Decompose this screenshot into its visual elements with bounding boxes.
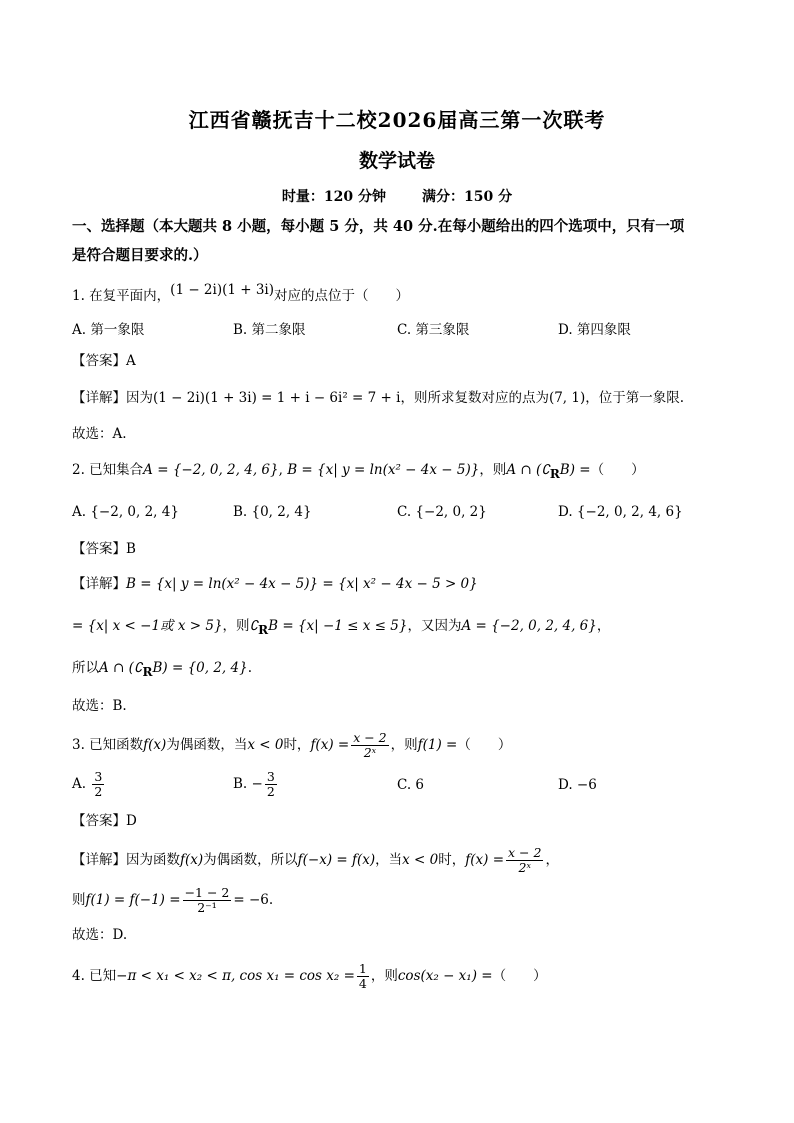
q3-fdef: f(x) = — [310, 737, 350, 753]
q2-mid: ，则 — [479, 462, 507, 478]
q2-option-a: A. {−2, 0, 2, 4} — [72, 504, 179, 520]
q1-detail-point: (7, 1) — [548, 390, 586, 406]
q3-detail-fx: f(x) — [180, 852, 204, 868]
q2-detail-res-a: A ∩ (∁ — [99, 660, 143, 676]
q2-suffix: （ ） — [590, 462, 645, 478]
q3-t1: 为偶函数，当 — [166, 737, 248, 753]
q1-suffix: 对应的点位于（ ） — [274, 288, 410, 304]
q1-detail-label: 【详解】 — [72, 390, 126, 406]
q2-option-b: B. {0, 2, 4} — [233, 504, 312, 520]
q3-fraction — [351, 731, 388, 760]
q3-cond: x < 0 — [247, 737, 284, 753]
q3-option-b-label: B. − — [233, 776, 263, 792]
q3-option-a-label: A. — [72, 776, 87, 792]
q2-set-a: A = {−2, 0, 2, 4, 6} — [143, 462, 279, 478]
q4-cond: −π < x₁ < x₂ < π, cos x₁ = cos x₂ = — [116, 968, 355, 984]
q3-calc1: f(1) = f(−1) = — [85, 892, 181, 908]
q3-detail-d5: ， — [545, 852, 559, 868]
q3-option-d: D. −6 — [558, 777, 597, 793]
q3-calc-frac — [183, 886, 232, 915]
q2-option-d: D. {−2, 0, 2, 4, 6} — [558, 504, 683, 520]
q1-option-c: C. 第三象限 — [397, 322, 470, 338]
q3-prefix: 3. 已知函数 — [72, 737, 144, 753]
q3-option-c: C. 6 — [397, 777, 425, 793]
section-heading: 一、选择题（本大题共 8 小题，每小题 5 分，共 40 分.在每小题给出的四个选项中，只有一项 — [72, 218, 685, 235]
q3-conclusion: 故选：D. — [72, 927, 128, 943]
exam-info — [0, 186, 794, 206]
q3-answer: 【答案】D — [72, 813, 137, 829]
q1-option-a: A. 第一象限 — [72, 322, 145, 338]
q2-set-b: B = {x| y = ln(x² − 4x − 5)} — [287, 462, 480, 478]
q4-expr: cos(x₂ − x₁) = — [397, 968, 493, 984]
q3-detail-den: 2ˣ — [518, 860, 531, 875]
q1-detail-expr: (1 − 2i)(1 + 3i) = 1 + i − 6i² = 7 + i — [153, 390, 401, 406]
q2-detail-label: 【详解】 — [72, 576, 126, 592]
q3-detail-even: f(−x) = f(x) — [297, 852, 376, 868]
q3-option-b-frac — [265, 770, 277, 799]
q2-detail-r: R — [258, 623, 269, 637]
question-3 — [72, 731, 511, 760]
q3-detail-d3: ，当 — [375, 852, 403, 868]
q3-option-a-den: 2 — [94, 784, 103, 799]
q3-detail-d2: 为偶函数，所以 — [203, 852, 298, 868]
q3-detail-cond: x < 0 — [402, 852, 439, 868]
q3-t2: 时， — [283, 737, 311, 753]
q2-detail-cb: B = {x| −1 ≤ x ≤ 5} — [268, 618, 408, 634]
q3-f1: f(1) = — [417, 737, 458, 753]
q2-conclusion: 故选：B. — [72, 698, 127, 714]
exam-title: 江西省赣抚吉十二校2026届高三第一次联考 — [188, 108, 606, 132]
q1-detail-text2: ，则所求复数对应的点为 — [400, 390, 549, 406]
q2-detail-3 — [72, 658, 252, 678]
q3-detail-2 — [72, 886, 273, 915]
q3-option-b-den: 2 — [266, 784, 275, 799]
q2-prefix: 2. 已知集合 — [72, 462, 144, 478]
q4-suffix: （ ） — [492, 968, 547, 984]
q2-detail-dot: . — [247, 660, 252, 676]
q3-calc-den: 2⁻¹ — [197, 900, 217, 915]
q3-detail-fdef: f(x) = — [465, 852, 505, 868]
question-1 — [72, 282, 410, 306]
q2-detail — [72, 574, 478, 594]
score-label: 满分：150 分 — [422, 189, 513, 205]
q1-detail — [72, 388, 684, 408]
time-label: 时量：120 分钟 — [281, 189, 386, 205]
q1-option-d: D. 第四象限 — [558, 322, 631, 338]
q2-answer: 【答案】B — [72, 541, 136, 557]
q3-option-a-num: 3 — [94, 769, 103, 784]
q3-fx: f(x) — [143, 737, 167, 753]
q3-option-a-frac — [92, 770, 104, 799]
q3-option-b-num: 3 — [266, 769, 275, 784]
q2-expr-end: B) = — [559, 462, 591, 478]
q2-detail-text2: ，则 — [222, 618, 250, 634]
q2-detail-expr1: B = {x| y = ln(x² − 4x − 5)} = {x| x² − 4x − 5 > 0} — [126, 576, 478, 592]
q4-den: 4 — [358, 976, 367, 991]
q4-num: 1 — [358, 961, 367, 976]
q2-detail-so: 所以 — [72, 660, 99, 676]
q2-detail-2: = {x| x < −1或 x > 5}，则∁RB = {x| −1 ≤ x ≤ 5}，又因为A = {−2, 0, 2, 4, 6}， — [72, 618, 611, 637]
q3-detail-d4: 时， — [438, 852, 466, 868]
q3-suffix: （ ） — [457, 737, 512, 753]
q3-detail-frac — [506, 846, 543, 875]
q2-expr: A ∩ (∁ — [506, 462, 550, 478]
q3-t3: ，则 — [390, 737, 418, 753]
q2-r-sub: R — [549, 467, 560, 481]
question-4 — [72, 962, 547, 991]
q3-then: 则 — [72, 892, 86, 908]
q3-detail-num: x − 2 — [508, 845, 542, 860]
q3-calc2: = −6. — [233, 892, 274, 908]
q2-detail-res-b: B) = {0, 2, 4} — [152, 660, 248, 676]
q1-detail-text: 因为 — [126, 390, 153, 406]
q2-option-c: C. {−2, 0, 2} — [397, 504, 487, 520]
q4-frac — [357, 962, 369, 991]
q3-calc-num: −1 − 2 — [184, 885, 230, 900]
exam-subtitle: 数学试卷 — [358, 150, 435, 172]
q2-detail-expr2: = {x| x < −1或 x > 5} — [72, 618, 223, 634]
q3-frac-num: x − 2 — [353, 730, 387, 745]
q1-prefix: 1. 在复平面内， — [72, 288, 171, 304]
q2-detail-res-r: R — [142, 665, 153, 679]
q3-frac-den: 2ˣ — [363, 745, 377, 760]
q2-detail-a: A = {−2, 0, 2, 4, 6} — [461, 618, 597, 634]
section-heading-cont: 是符合题目要求的.） — [72, 247, 208, 264]
q3-option-a — [72, 770, 106, 799]
q2-detail-text4: ， — [596, 618, 611, 634]
q1-option-b: B. 第二象限 — [233, 322, 306, 338]
q3-detail — [72, 846, 559, 875]
q3-option-b — [233, 770, 279, 799]
q4-mid: ，则 — [370, 968, 398, 984]
q1-conclusion: 故选：A. — [72, 426, 127, 442]
q1-expr: (1 − 2i)(1 + 3i) — [170, 282, 275, 298]
q1-answer: 【答案】A — [72, 353, 136, 369]
question-2: 2. 已知集合A = {−2, 0, 2, 4, 6}, B = {x| y = ln(x² − 4x − 5)}，则A ∩ (∁RB) =（ ） — [72, 462, 645, 481]
q4-prefix: 4. 已知 — [72, 968, 117, 984]
q3-detail-label: 【详解】 — [72, 852, 126, 868]
q3-detail-d1: 因为函数 — [126, 852, 180, 868]
q1-detail-text3: ，位于第一象限. — [585, 390, 685, 406]
q2-detail-text3: ，又因为 — [407, 618, 462, 634]
